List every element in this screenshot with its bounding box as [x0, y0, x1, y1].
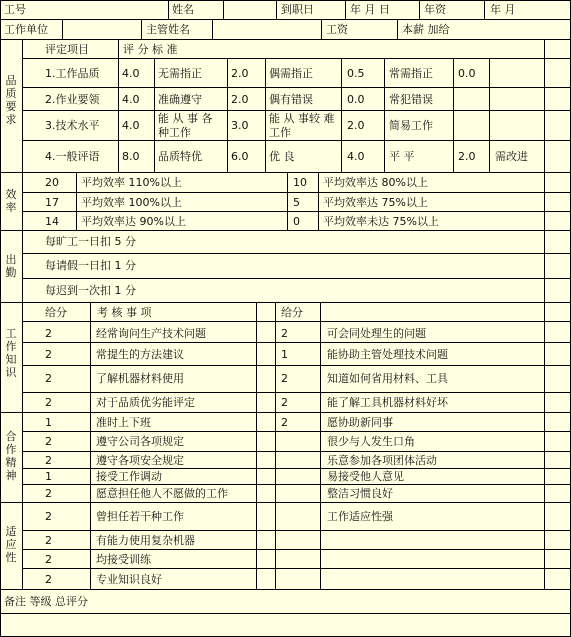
- cooperation-item: 遵守各项安全规定: [96, 454, 184, 467]
- knowledge-item: 可会同处理生的问题: [327, 327, 426, 340]
- adaptability-score: 2: [45, 510, 52, 523]
- quality-desc: 常需指正: [389, 67, 433, 80]
- efficiency-score: 10: [293, 176, 307, 189]
- rule: [22, 211, 571, 212]
- rule: [0, 0, 571, 1]
- rule: [22, 278, 571, 279]
- knowledge-section-label: 工 作 知 识: [5, 327, 17, 379]
- quality-desc: 准确遵守: [158, 93, 202, 106]
- efficiency-desc: 平均效率未达 75%以上: [323, 215, 439, 228]
- rule: [227, 58, 228, 172]
- quality-score: 2.0: [231, 93, 249, 106]
- quality-col-item: 评定项目: [45, 43, 89, 56]
- attendance-rule: 每请假一日扣 1 分: [45, 259, 136, 272]
- rule: [22, 365, 571, 366]
- quality-score: 2.0: [347, 119, 365, 132]
- rule: [154, 58, 155, 172]
- quality-score: 4.0: [122, 93, 140, 106]
- rule: [22, 530, 571, 531]
- rule: [22, 484, 571, 485]
- quality-score: 0.5: [347, 67, 365, 80]
- unit-label: 工作单位: [4, 23, 48, 36]
- attendance-rule: 每旷工一日扣 5 分: [45, 235, 136, 248]
- knowledge-score: 2: [281, 327, 288, 340]
- quality-col-std: 评 分 标 准: [123, 43, 178, 56]
- rule: [22, 253, 571, 254]
- remark-row: 备注 等级 总评分: [4, 595, 88, 608]
- rule: [0, 0, 1, 637]
- hire-date-label: 到职日: [281, 3, 314, 16]
- rule: [0, 302, 571, 303]
- knowledge-score: 2: [281, 372, 288, 385]
- knowledge-item: 常提生的方法建议: [96, 348, 184, 361]
- quality-desc: 简易工作: [389, 119, 433, 132]
- rule: [22, 431, 571, 432]
- knowledge-score: 2: [45, 372, 52, 385]
- rule: [22, 39, 23, 589]
- quality-section-label: 品 质 要 求: [5, 74, 17, 126]
- attendance-rule: 每迟到一次扣 1 分: [45, 284, 136, 297]
- knowledge-col-score: 给分: [45, 306, 67, 319]
- quality-desc: 优 良: [269, 150, 295, 163]
- rule: [22, 342, 571, 343]
- quality-score: 2.0: [458, 150, 476, 163]
- efficiency-score: 14: [45, 215, 59, 228]
- knowledge-col-score2: 给分: [281, 306, 303, 319]
- rule: [345, 0, 346, 19]
- efficiency-desc: 平均效率 110%以上: [81, 176, 182, 189]
- rule: [275, 302, 276, 589]
- cooperation-item: 愿协助新同事: [327, 416, 393, 429]
- cooperation-item: 整洁习惯良好: [327, 487, 393, 500]
- base-pay-label: 本薪 加给: [402, 23, 450, 36]
- rule: [256, 302, 257, 589]
- rule: [419, 0, 420, 19]
- adaptability-item: 有能力使用复杂机器: [96, 534, 195, 547]
- quality-item: 1.工作品质: [45, 67, 100, 80]
- knowledge-item: 能协助主管处理技术问题: [327, 348, 448, 361]
- rule: [276, 0, 277, 19]
- rule: [320, 302, 321, 589]
- quality-item: 3.技术水平: [45, 119, 100, 132]
- quality-desc: 种工作: [158, 126, 191, 139]
- knowledge-item: 能了解工具机器材料好坏: [327, 396, 448, 409]
- efficiency-section-label: 效 率: [5, 188, 17, 214]
- knowledge-item: 经常询问生产技术问题: [96, 327, 206, 340]
- rule: [0, 589, 571, 590]
- quality-score: 2.0: [231, 67, 249, 80]
- cooperation-item: 接受工作调动: [96, 470, 162, 483]
- rule: [287, 172, 288, 230]
- rule: [489, 58, 490, 172]
- knowledge-item: 了解机器材料使用: [96, 372, 184, 385]
- adaptability-score: 2: [45, 573, 52, 586]
- quality-desc: 常犯错误: [389, 93, 433, 106]
- adaptability-item: 均接受训练: [96, 553, 151, 566]
- knowledge-score: 2: [45, 348, 52, 361]
- quality-desc: 需改进: [495, 150, 528, 163]
- rule: [318, 172, 319, 230]
- cooperation-section-label: 合 作 精 神: [5, 430, 17, 482]
- name-label: 姓名: [172, 3, 194, 16]
- cooperation-score: 1: [45, 416, 52, 429]
- rule: [384, 58, 385, 172]
- rule: [22, 392, 571, 393]
- quality-desc: 无需指正: [158, 67, 202, 80]
- rule: [0, 19, 571, 20]
- quality-item: 2.作业要领: [45, 93, 100, 106]
- rule: [341, 58, 342, 172]
- emp-id-label: 工号: [4, 3, 26, 16]
- rule: [212, 19, 213, 39]
- efficiency-desc: 平均效率达 80%以上: [323, 176, 428, 189]
- rule: [223, 0, 224, 19]
- rule: [453, 58, 454, 172]
- knowledge-item: 知道如何省用材料、工具: [327, 372, 448, 385]
- rule: [76, 172, 77, 230]
- cooperation-score: 2: [45, 454, 52, 467]
- quality-score: 0.0: [458, 67, 476, 80]
- rule: [22, 549, 571, 550]
- rule: [141, 19, 142, 39]
- rule: [22, 451, 571, 452]
- adaptability-score: 2: [45, 553, 52, 566]
- rule: [0, 412, 571, 413]
- rule: [0, 502, 571, 503]
- rule: [0, 230, 571, 231]
- quality-desc: 平 平: [389, 150, 415, 163]
- knowledge-score: 2: [281, 396, 288, 409]
- rule: [22, 468, 571, 469]
- knowledge-score: 2: [45, 327, 52, 340]
- supervisor-label: 主管姓名: [146, 23, 190, 36]
- rule: [22, 321, 571, 322]
- quality-desc: 偶有错误: [269, 93, 313, 106]
- cooperation-score: 1: [45, 470, 52, 483]
- quality-desc: 能 从 事 各: [158, 112, 213, 125]
- rule: [321, 19, 322, 39]
- rule: [397, 19, 398, 39]
- quality-score: 6.0: [231, 150, 249, 163]
- efficiency-score: 17: [45, 196, 59, 209]
- adaptability-item: 工作适应性强: [327, 510, 393, 523]
- rule: [0, 172, 571, 173]
- efficiency-score: 0: [293, 215, 300, 228]
- wage-label: 工资: [326, 23, 348, 36]
- cooperation-score: 2: [281, 416, 288, 429]
- cooperation-item: 愿意担任他人不愿做的工作: [96, 487, 228, 500]
- quality-item: 4.一般评语: [45, 150, 100, 163]
- efficiency-desc: 平均效率达 90%以上: [81, 215, 186, 228]
- cooperation-item: 准时上下班: [96, 416, 151, 429]
- rule: [168, 0, 169, 19]
- rule: [0, 613, 571, 614]
- cooperation-item: 遵守公司各项规定: [96, 435, 184, 448]
- efficiency-desc: 平均效率 100%以上: [81, 196, 182, 209]
- cooperation-score: 2: [45, 487, 52, 500]
- rule: [22, 192, 571, 193]
- cooperation-score: 2: [45, 435, 52, 448]
- adaptability-item: 专业知识良好: [96, 573, 162, 586]
- quality-score: 3.0: [231, 119, 249, 132]
- quality-score: 8.0: [122, 150, 140, 163]
- adaptability-score: 2: [45, 534, 52, 547]
- quality-score: 4.0: [347, 150, 365, 163]
- quality-desc: 能 从 事较 难: [269, 112, 335, 125]
- knowledge-item: 对于品质优劣能评定: [96, 396, 195, 409]
- cooperation-item: 易接受他人意见: [327, 470, 404, 483]
- attendance-section-label: 出 勤: [5, 253, 17, 279]
- knowledge-score: 1: [281, 348, 288, 361]
- hire-date-ymd: 年 月 日: [350, 3, 390, 16]
- rule: [22, 568, 571, 569]
- rule: [544, 39, 545, 589]
- efficiency-score: 5: [293, 196, 300, 209]
- rule: [484, 0, 485, 19]
- efficiency-desc: 平均效率达 75%以上: [323, 196, 428, 209]
- cooperation-item: 乐意参加各项团体活动: [327, 454, 437, 467]
- seniority-label: 年资: [424, 3, 446, 16]
- efficiency-score: 20: [45, 176, 59, 189]
- seniority-ym: 年 月: [490, 3, 516, 16]
- quality-desc: 品质特优: [158, 150, 202, 163]
- knowledge-col-item: 考 核 事 项: [97, 306, 152, 319]
- quality-score: 4.0: [122, 119, 140, 132]
- quality-desc: 偶需指正: [269, 67, 313, 80]
- quality-score: 4.0: [122, 67, 140, 80]
- rule: [118, 39, 119, 172]
- cooperation-item: 很少与人发生口角: [327, 435, 415, 448]
- knowledge-score: 2: [45, 396, 52, 409]
- rule: [0, 39, 571, 40]
- quality-desc: 工作: [269, 126, 291, 139]
- quality-score: 0.0: [347, 93, 365, 106]
- rule: [265, 58, 266, 172]
- adaptability-item: 曾担任若干种工作: [96, 510, 184, 523]
- adaptability-section-label: 适 应 性: [5, 525, 17, 564]
- rule: [62, 19, 63, 39]
- rule: [90, 302, 91, 589]
